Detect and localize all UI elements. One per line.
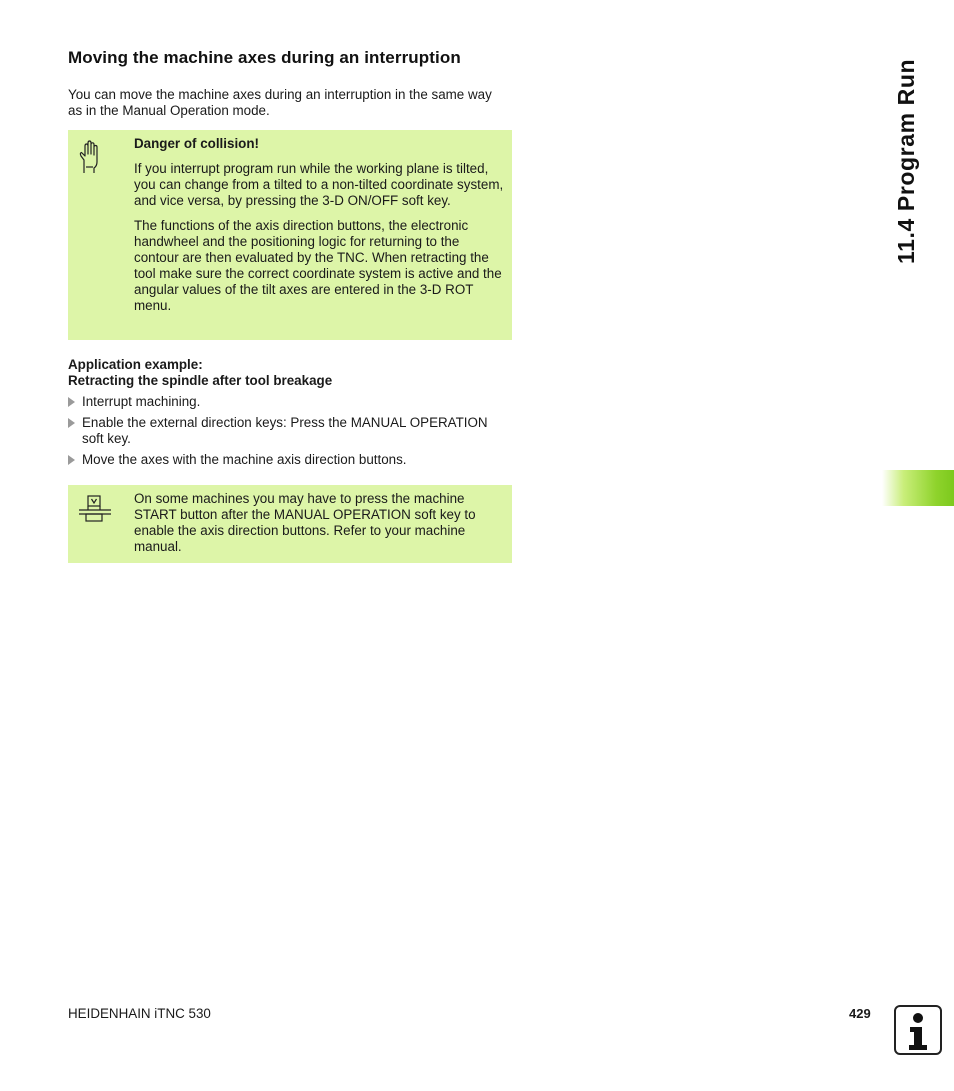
intro-paragraph: You can move the machine axes during an interruption in the same way as in the Manual Operation mode.: [68, 87, 492, 118]
arrow-bullet-icon: [68, 418, 75, 428]
application-heading-line1: Application example:: [68, 357, 203, 372]
warning-paragraph: The functions of the axis direction buttons, the electronic handwheel and the positioning logic for returning to the contour are then evaluated by the TNC. When retracting the tool make sure the correct coordinate system is active and the angular values of the tilt axes are entered in the 3-D ROT menu.: [134, 218, 502, 313]
list-item: [68, 394, 512, 410]
section-heading: Moving the machine axes during an interruption: [68, 48, 461, 67]
list-item: [68, 452, 512, 468]
info-icon: [894, 1005, 942, 1055]
warning-paragraph: If you interrupt program run while the working plane is tilted, you can change from a tilted to a non-tilted coordinate system, and vice versa, by pressing the 3-D ON/OFF soft key.: [134, 161, 504, 208]
step-list: [68, 394, 512, 473]
step-text: Move the axes with the machine axis direction buttons.: [82, 452, 407, 467]
step-text: Interrupt machining.: [82, 394, 201, 409]
chapter-tab: [882, 470, 954, 506]
application-heading-line2: Retracting the spindle after tool breakage: [68, 373, 333, 388]
arrow-bullet-icon: [68, 455, 75, 465]
arrow-bullet-icon: [68, 397, 75, 407]
footer-product: HEIDENHAIN iTNC 530: [68, 1006, 211, 1021]
collision-warning-note: [68, 130, 512, 340]
list-item: [68, 415, 512, 447]
application-heading: [68, 357, 332, 389]
warning-title: Danger of collision!: [134, 136, 259, 151]
page-number: 429: [849, 1006, 871, 1021]
chapter-title: 11.4 Program Run: [893, 58, 919, 264]
step-text: Enable the external direction keys: Press the MANUAL OPERATION soft key.: [82, 415, 488, 446]
machine-dependent-icon: [78, 495, 112, 528]
machine-note-text: On some machines you may have to press the machine START button after the MANUAL OPERATION soft key to enable the axis direction buttons. Refer to your machine manual.: [134, 491, 476, 554]
machine-dependent-note: [68, 485, 512, 563]
hand-warning-icon: [78, 140, 100, 179]
